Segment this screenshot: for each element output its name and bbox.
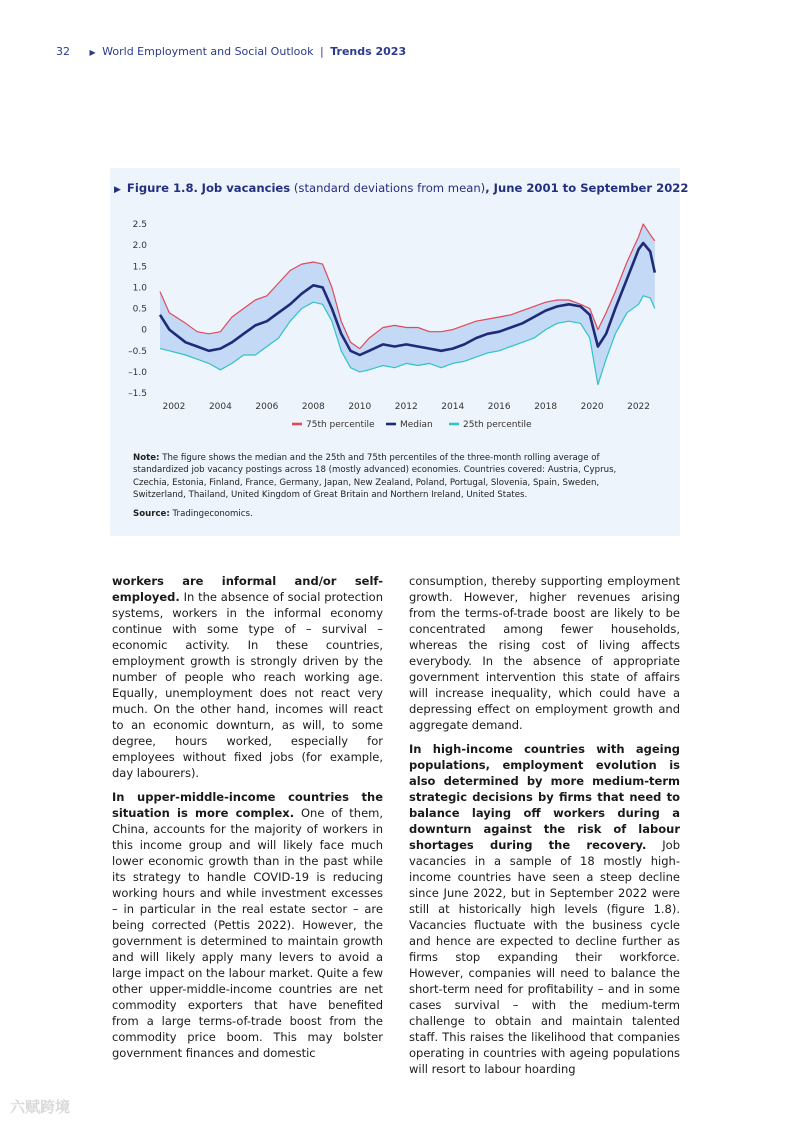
figure-title-bold: Job vacancies — [201, 181, 291, 195]
note-label: Note: — [133, 453, 160, 463]
x-tick-label: 2022 — [627, 402, 651, 412]
paragraph-text: consumption, thereby supporting employment growth. However, higher revenues arising from the terms-of-trade boost are likely to be concentrated among fewer households, whereas the rising cost of living affects everybody. In the absence of appropriate government intervention this state of affairs will increase inequality, which could have a depressing effect on employment growth and aggregate demand. — [409, 574, 680, 732]
x-tick-label: 2010 — [348, 402, 372, 412]
x-tick-label: 2008 — [301, 402, 325, 412]
figure-source — [133, 509, 253, 519]
header-separator: | — [320, 45, 324, 58]
y-tick-label: 0 — [141, 325, 147, 336]
x-tick-label: 2020 — [580, 402, 604, 412]
y-tick-label: –1.5 — [128, 389, 147, 399]
paragraph-text: Job vacancies in a sample of 18 mostly high-income countries have seen a steep decline since June 2022, but in September 2022 were still at historically high levels (figure 1.8). Vacancies fluctuate with the business cycle and hence are expected to decline further as firms stop expanding their workforce. However, companies will need to balance the short-term need for profitability – and in some cases survival – with the medium-term challenge to obtain and maintain talented staff. This raises the likelihood that companies operating in countries with ageing populations will resort to labour hoarding — [409, 838, 680, 1076]
figure-note — [133, 452, 633, 501]
y-tick-label: –0.5 — [128, 346, 147, 357]
figure-title-normal: (standard deviations from mean) — [293, 181, 486, 195]
y-tick-label: 1.0 — [132, 283, 147, 294]
x-tick-label: 2016 — [487, 402, 511, 412]
legend-median-label: Median — [400, 420, 433, 430]
triangle-icon: ▶ — [114, 185, 121, 195]
x-tick-label: 2018 — [534, 402, 558, 412]
legend-25th-label: 25th percentile — [463, 420, 532, 430]
x-tick-label: 2012 — [394, 402, 418, 412]
source-text: Tradingeconomics. — [172, 509, 253, 519]
x-tick-label: 2014 — [441, 402, 465, 412]
page-number: 32 — [56, 45, 70, 58]
y-tick-label: 2.5 — [132, 220, 147, 230]
y-tick-label: 0.5 — [132, 304, 147, 315]
lead-in: workers are informal and/or self-employed. — [112, 574, 383, 604]
lead-in: In high-income countries with ageing populations, employment evolution is also determined by more medium-term strategic decisions by firms that need to balance laying off workers during a downturn against the risk of labour shortages during the recovery. — [409, 742, 680, 852]
note-text: The figure shows the median and the 25th and 75th percentiles of the three-month rolling average of standardized job vacancy postings across 18 (mostly advanced) economies. Countries covered: Austria, Cyprus, Czechia, Estonia, Finland, France, Germany, Japan, New Zealand, Poland, Portugal, Slovenia, Spain, Sweden, Switzerland, Thailand, United Kingdom of Great Britain and Northern Ireland, United States. — [133, 453, 617, 500]
x-tick-label: 2006 — [255, 402, 279, 412]
paragraph — [409, 741, 680, 1077]
job-vacancies-chart — [120, 212, 670, 442]
paragraph-text: One of them, China, accounts for the majority of workers in this income group and will likely face much lower economic growth than in the past while its strategy to handle COVID-19 is reducing working hours and while investment excesses – in particular in the real estate sector – are being corrected (Pettis 2022). However, the government is determined to maintain growth and will likely apply many levers to avoid a large impact on the labour market. Quite a few other upper-middle-income countries are net commodity exporters that have benefited from a large terms-of-trade boost from the commodity price boom. This may bolster government finances and domestic — [112, 806, 384, 1060]
triangle-icon: ▶ — [89, 48, 96, 57]
watermark-logo: 六赋跨境 — [10, 1098, 71, 1116]
figure-title — [114, 181, 688, 195]
x-tick-label: 2004 — [208, 402, 232, 412]
y-tick-label: 1.5 — [132, 262, 147, 273]
paragraph — [409, 573, 680, 733]
body-column-left — [112, 573, 383, 1069]
header-subtitle: Trends 2023 — [330, 45, 407, 58]
running-header — [56, 45, 406, 58]
y-tick-label: –1.0 — [128, 367, 147, 378]
figure-title-end: , June 2001 to September 2022 — [485, 181, 689, 195]
lead-in: In upper-middle-income countries the situation is more complex. — [112, 790, 383, 820]
figure-label: Figure 1.8. — [126, 181, 198, 195]
header-title: World Employment and Social Outlook — [102, 45, 314, 58]
body-column-right — [409, 573, 680, 1085]
source-label: Source: — [133, 509, 170, 519]
paragraph — [112, 789, 383, 1061]
paragraph — [112, 573, 383, 781]
legend-75th-label: 75th percentile — [306, 420, 375, 430]
x-tick-label: 2002 — [162, 402, 186, 412]
y-tick-label: 2.0 — [132, 241, 147, 252]
paragraph-text: In the absence of social protection systems, workers in the informal economy continue with some type of – survival – economic activity. In these countries, employment growth is strongly driven by the number of people who reach working age. Equally, unemployment does not react very much. On the other hand, incomes will react to an economic downturn, as will, to some degree, hours worked, especially for employees without fixed jobs (for example, day labourers). — [112, 590, 383, 780]
